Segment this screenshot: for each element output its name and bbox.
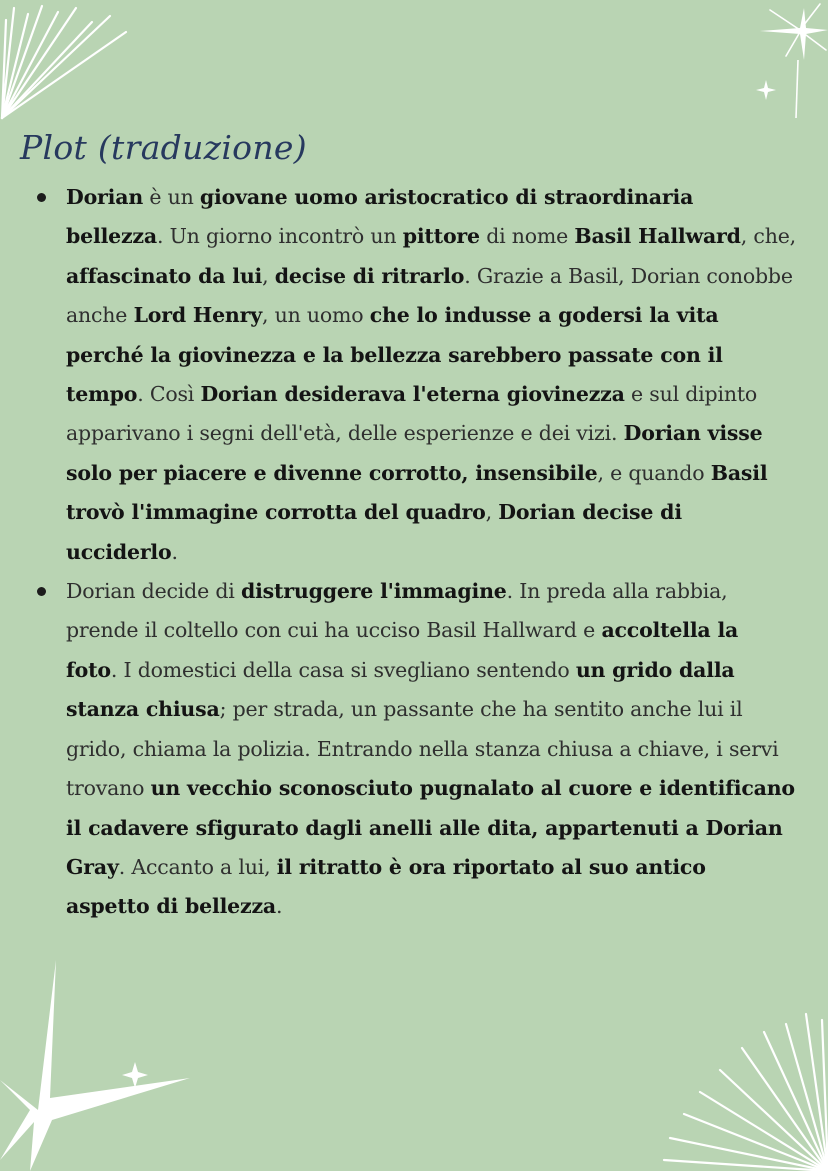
- bold-text-segment: decise di ritrarlo: [274, 263, 465, 288]
- text-segment: , un uomo: [261, 303, 370, 328]
- plot-bullet-2: [28, 572, 796, 927]
- text-segment: . Un giorno incontrò un: [156, 224, 403, 249]
- text-segment: Dorian decide di: [66, 579, 241, 604]
- bold-text-segment: Dorian: [66, 185, 144, 209]
- text-segment: . Così: [137, 382, 201, 407]
- bold-text-segment: Lord Henry: [133, 303, 262, 328]
- bold-text-segment: Dorian visse solo per piacere e divenne corrotto, insensibile: [66, 421, 763, 485]
- bold-text-segment: Basil trovò l'immagine corrotta del quadro: [66, 460, 768, 525]
- text-segment: e sul dipinto apparivano i segni dell'età, delle esperienze e dei vizi.: [66, 382, 758, 446]
- text-segment: .: [275, 894, 283, 919]
- bold-text-segment: che lo indusse a godersi la vita perché la giovinezza e la bellezza sarebbero passate con il tempo: [66, 303, 723, 407]
- plot-content: [28, 178, 796, 927]
- bullet-dot-icon: [37, 587, 46, 596]
- text-segment: . Accanto a lui,: [118, 854, 277, 879]
- bold-text-segment: pittore: [402, 224, 480, 249]
- text-segment: . In preda alla rabbia, prende il coltello con cui ha ucciso Basil Hallward e: [66, 579, 728, 643]
- page-title: Plot (traduzione): [20, 128, 307, 167]
- plot-list: [28, 178, 796, 927]
- text-segment: .: [171, 539, 178, 564]
- bold-text-segment: Dorian desiderava l'eterna giovinezza: [200, 382, 625, 407]
- bold-text-segment: un grido dalla stanza chiusa: [66, 657, 735, 722]
- text-segment: . Grazie a Basil, Dorian conobbe anche: [66, 263, 793, 328]
- sparkle-bottom-left-decoration: [0, 960, 200, 1171]
- sunburst-top-left-decoration: [0, 0, 140, 120]
- text-segment: . I domestici della casa si svegliano sentendo: [110, 657, 576, 682]
- bold-text-segment: accoltella la foto: [66, 618, 739, 682]
- bullet-dot-icon: [37, 193, 46, 202]
- text-segment: , che,: [740, 224, 796, 249]
- bold-text-segment: Dorian decise di ucciderlo: [66, 500, 682, 564]
- sunburst-bottom-right-decoration: [660, 1010, 828, 1171]
- bold-text-segment: affascinato da lui: [66, 263, 263, 288]
- bold-text-segment: giovane uomo aristocratico di straordinaria bellezza: [66, 185, 694, 249]
- bold-text-segment: un vecchio sconosciuto pugnalato al cuore e identificano il cadavere sfigurato dagli anelli alle dita, appartenuti a Dorian Gray: [66, 776, 795, 879]
- plot-bullet-1: [28, 178, 796, 572]
- text-segment: ,: [485, 500, 499, 525]
- text-segment: , e quando: [597, 460, 711, 485]
- bold-text-segment: distruggere l'immagine: [240, 579, 507, 604]
- text-segment: ; per strada, un passante che ha sentito anche lui il grido, chiama la polizia. Entrando nella stanza chiusa a chiave, i servi trovano: [66, 697, 779, 801]
- bold-text-segment: il ritratto è ora riportato al suo antico aspetto di bellezza: [66, 854, 706, 919]
- sparkle-top-right-decoration: [700, 0, 828, 120]
- text-segment: è un: [143, 185, 200, 209]
- text-segment: di nome: [479, 224, 575, 249]
- bold-text-segment: Basil Hallward: [574, 224, 741, 249]
- text-segment: ,: [262, 263, 275, 288]
